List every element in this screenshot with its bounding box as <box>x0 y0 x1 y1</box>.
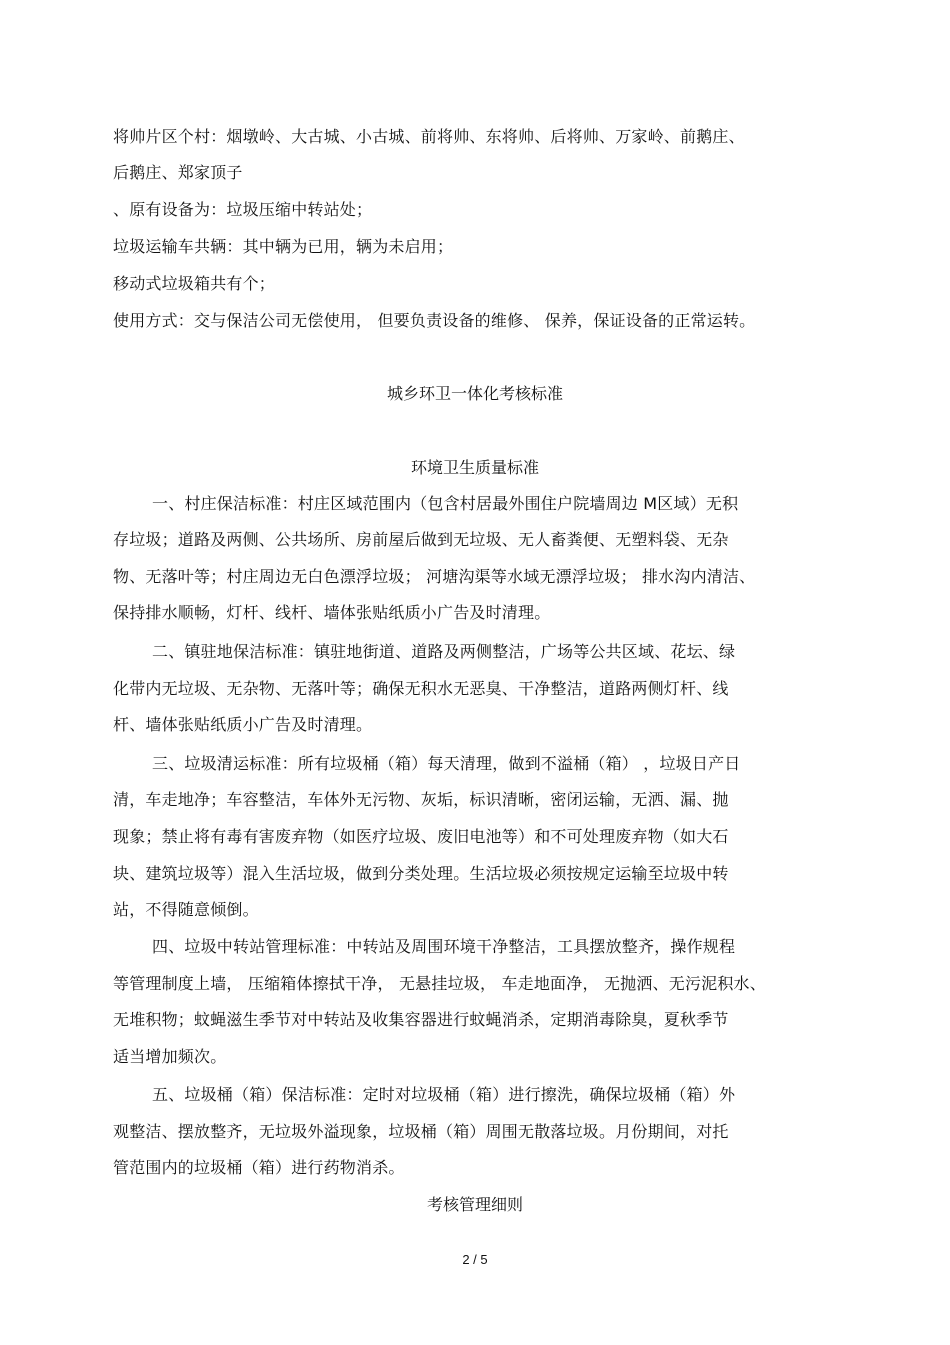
section-1-line-4: 保持排水顺畅，灯杆、线杆、墙体张贴纸质小广告及时清理。 <box>113 603 551 622</box>
intro-line-6: 使用方式：交与保洁公司无偿使用， 但要负责设备的维修、 保养，保证设备的正常运转。 <box>113 311 756 330</box>
section-4-line-3: 无堆积物；蚊蝇滋生季节对中转站及收集容器进行蚊蝇消杀，定期消毒除臭，夏秋季节 <box>113 1010 729 1029</box>
section-2-line-1: 二、镇驻地保洁标准：镇驻地街道、道路及两侧整洁，广场等公共区域、花坛、绿 <box>152 642 736 661</box>
section-3-line-4: 块、建筑垃圾等）混入生活垃圾，做到分类处理。生活垃圾必须按规定运输至垃圾中转 <box>113 864 729 883</box>
section-2-line-3: 杆、墙体张贴纸质小广告及时清理。 <box>113 715 373 734</box>
rules-title: 考核管理细则 <box>426 1195 523 1214</box>
main-title: 城乡环卫一体化考核标准 <box>386 384 563 403</box>
page-number: 2 / 5 <box>462 1252 488 1267</box>
section-5-line-3: 管范围内的垃圾桶（箱）进行药物消杀。 <box>113 1158 405 1177</box>
section-3-line-3: 现象；禁止将有毒有害废弃物（如医疗垃圾、废旧电池等）和不可处理废弃物（如大石 <box>113 827 729 846</box>
section-5-line-1: 五、垃圾桶（箱）保洁标准：定时对垃圾桶（箱）进行擦洗，确保垃圾桶（箱）外 <box>152 1085 736 1104</box>
section-title: 环境卫生质量标准 <box>410 458 539 477</box>
section-1-line-2: 存垃圾；道路及两侧、公共场所、房前屋后做到无垃圾、无人畜粪便、无塑料袋、无杂 <box>113 530 729 549</box>
intro-line-3: 、原有设备为：垃圾压缩中转站处； <box>113 200 373 219</box>
section-4-line-2: 等管理制度上墙， 压缩箱体擦拭干净， 无悬挂垃圾， 车走地面净， 无抛洒、无污泥积水、 <box>113 974 766 993</box>
section-3-line-5: 站，不得随意倾倒。 <box>113 900 259 919</box>
intro-line-5: 移动式垃圾箱共有个； <box>113 274 276 293</box>
section-1-line-1: 一、村庄保洁标准：村庄区域范围内（包含村居最外围住户院墙周边 M区域）无积 <box>152 494 739 513</box>
section-4-line-1: 四、垃圾中转站管理标准：中转站及周围环境干净整洁，工具摆放整齐，操作规程 <box>152 937 736 956</box>
intro-line-2: 后鹅庄、郑家顶子 <box>113 163 243 182</box>
section-3-line-1: 三、垃圾清运标准：所有垃圾桶（箱）每天清理，做到不溢桶（箱） ，垃圾日产日 <box>152 754 741 773</box>
intro-line-4: 垃圾运输车共辆：其中辆为已用，辆为未启用； <box>113 237 454 256</box>
section-1-line-3: 物、无落叶等；村庄周边无白色漂浮垃圾； 河塘沟渠等水域无漂浮垃圾； 排水沟内清洁、 <box>113 567 756 586</box>
intro-line-1: 将帅片区个村：烟墩岭、大古城、小古城、前将帅、东将帅、后将帅、万家岭、前鹅庄、 <box>113 127 745 146</box>
section-5-line-2: 观整洁、摆放整齐，无垃圾外溢现象，垃圾桶（箱）周围无散落垃圾。月份期间，对托 <box>113 1122 729 1141</box>
section-4-line-4: 适当增加频次。 <box>113 1047 227 1066</box>
section-2-line-2: 化带内无垃圾、无杂物、无落叶等；确保无积水无恶臭、干净整洁，道路两侧灯杆、线 <box>113 679 729 698</box>
section-3-line-2: 清，车走地净；车容整洁，车体外无污物、灰垢，标识清晰，密闭运输，无洒、漏、抛 <box>113 790 729 809</box>
